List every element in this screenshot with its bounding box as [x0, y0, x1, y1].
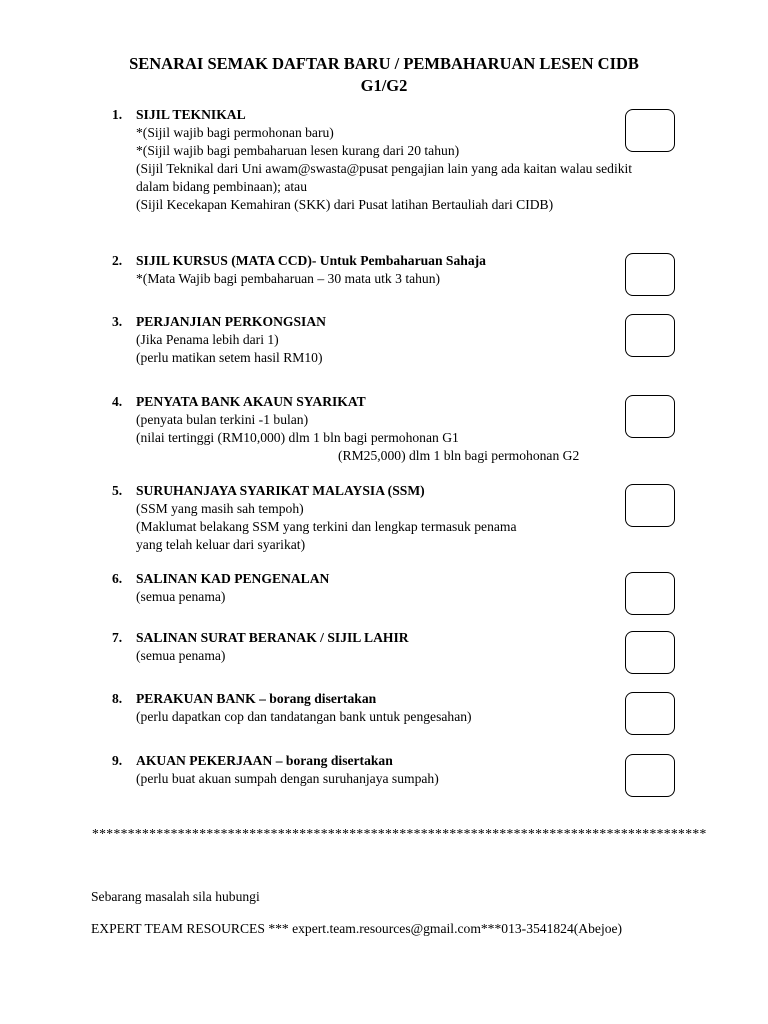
item-detail: (RM25,000) dlm 1 bln bagi permohonan G2 — [338, 448, 580, 463]
document-title — [60, 53, 708, 97]
item-number: 5. — [112, 483, 123, 498]
contact-details: EXPERT TEAM RESOURCES *** expert.team.resources@gmail.com***013-3541824(Abejoe) — [91, 921, 623, 936]
title-line-2: G1/G2 — [360, 76, 408, 95]
item-detail: (Jika Penama lebih dari 1) — [136, 332, 279, 347]
checkbox-item-8[interactable] — [625, 692, 675, 735]
checkbox-item-3[interactable] — [625, 314, 675, 357]
checkbox-item-4[interactable] — [625, 395, 675, 438]
item-detail: (perlu matikan setem hasil RM10) — [136, 350, 323, 365]
checklist-item-5 — [112, 482, 632, 554]
item-heading: PERJANJIAN PERKONGSIAN — [136, 314, 326, 329]
separator-line: ************************************************************************************** — [92, 826, 707, 841]
checkbox-item-1[interactable] — [625, 109, 675, 152]
checklist-item-6 — [112, 570, 632, 606]
item-heading: SURUHANJAYA SYARIKAT MALAYSIA (SSM) — [136, 483, 425, 498]
item-heading: PERAKUAN BANK – borang disertakan — [136, 691, 377, 706]
item-detail: (Sijil Teknikal dari Uni awam@swasta@pusat pengajian lain yang ada kaitan walau sedikit — [136, 161, 633, 176]
checklist-item-9 — [112, 752, 632, 788]
item-detail: yang telah keluar dari syarikat) — [136, 537, 306, 552]
item-number: 3. — [112, 314, 123, 329]
item-detail: (Sijil Kecekapan Kemahiran (SKK) dari Pusat latihan Bertauliah dari CIDB) — [136, 197, 554, 212]
item-number: 8. — [112, 691, 123, 706]
item-number: 7. — [112, 630, 123, 645]
item-detail: (semua penama) — [136, 589, 226, 604]
title-line-1: SENARAI SEMAK DAFTAR BARU / PEMBAHARUAN LESEN CIDB — [129, 54, 639, 73]
item-number: 9. — [112, 753, 123, 768]
item-detail: (SSM yang masih sah tempoh) — [136, 501, 304, 516]
item-detail: *(Sijil wajib bagi permohonan baru) — [136, 125, 334, 140]
item-detail: (perlu buat akuan sumpah dengan suruhanjaya sumpah) — [136, 771, 439, 786]
item-detail: (Maklumat belakang SSM yang terkini dan lengkap termasuk penama — [136, 519, 517, 534]
checklist-item-8 — [112, 690, 632, 726]
item-heading: SALINAN SURAT BERANAK / SIJIL LAHIR — [136, 630, 409, 645]
item-detail: (nilai tertinggi (RM10,000) dlm 1 bln bagi permohonan G1 — [136, 430, 459, 445]
checklist-item-7 — [112, 629, 632, 665]
item-detail: (semua penama) — [136, 648, 226, 663]
item-detail: (penyata bulan terkini -1 bulan) — [136, 412, 309, 427]
checklist-item-4 — [112, 393, 632, 465]
item-detail: *(Mata Wajib bagi pembaharuan – 30 mata utk 3 tahun) — [136, 271, 441, 286]
checkbox-item-6[interactable] — [625, 572, 675, 615]
contact-label: Sebarang masalah sila hubungi — [91, 889, 260, 904]
item-heading: AKUAN PEKERJAAN – borang disertakan — [136, 753, 393, 768]
item-heading: PENYATA BANK AKAUN SYARIKAT — [136, 394, 366, 409]
checkbox-item-9[interactable] — [625, 754, 675, 797]
item-heading: SALINAN KAD PENGENALAN — [136, 571, 330, 586]
checklist-item-2 — [112, 252, 632, 288]
checkbox-item-7[interactable] — [625, 631, 675, 674]
item-detail: *(Sijil wajib bagi pembaharuan lesen kurang dari 20 tahun) — [136, 143, 460, 158]
item-number: 6. — [112, 571, 123, 586]
checkbox-item-2[interactable] — [625, 253, 675, 296]
item-number: 1. — [112, 107, 123, 122]
item-heading: SIJIL KURSUS (MATA CCD)- Untuk Pembaharuan Sahaja — [136, 253, 486, 268]
item-number: 2. — [112, 253, 123, 268]
item-detail: dalam bidang pembinaan); atau — [136, 179, 307, 194]
item-detail: (perlu dapatkan cop dan tandatangan bank untuk pengesahan) — [136, 709, 472, 724]
checklist-item-1 — [112, 106, 632, 214]
checkbox-item-5[interactable] — [625, 484, 675, 527]
item-heading: SIJIL TEKNIKAL — [136, 107, 246, 122]
checklist-item-3 — [112, 313, 632, 367]
item-number: 4. — [112, 394, 123, 409]
